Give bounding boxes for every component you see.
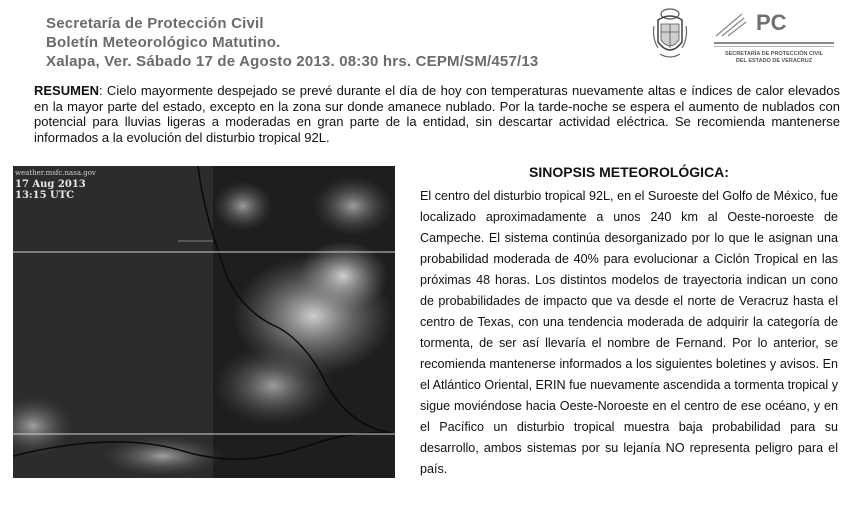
proteccion-civil-logo xyxy=(712,6,836,68)
satellite-source: weather.msfc.nasa.gov xyxy=(15,169,96,177)
satellite-image xyxy=(13,166,395,478)
veracruz-crest-icon xyxy=(650,6,690,62)
satellite-time: 13:15 UTC xyxy=(15,190,75,201)
satellite-caption xyxy=(13,166,96,201)
resumen-label: RESUMEN xyxy=(34,83,100,98)
pc-org-name: SECRETARÍA DE PROTECCIÓN CIVIL DEL ESTADO DE VERACRUZ xyxy=(724,51,824,64)
satellite-date: 17 Aug 2013 xyxy=(15,179,86,190)
bulletin-title: Boletín Meteorológico Matutino. xyxy=(46,34,281,51)
resumen-paragraph xyxy=(34,83,840,145)
pc-logo-text: PC xyxy=(756,10,787,35)
pc-emblem-icon xyxy=(712,6,762,40)
agency-name: Secretaría de Protección Civil xyxy=(46,15,264,32)
sinopsis-paragraph: El centro del disturbio tropical 92L, en el Suroeste del Golfo de México, fue localizado aproximadamente a unos 240 km al Oeste-noroeste de Campeche. El sistema continúa desorganizado por lo que le asignan una probabilidad moderada de 40% para evolucionar a Ciclón Tropical en las próximas 48 horas. Los distintos modelos de trayectoria indican un cono de probabilidades de impacto que va desde el norte de Veracruz hasta el centro de Texas, con una tendencia moderada de adquirir la categoría de tormenta, de ser así llevaría el nombre de Fernand. Por lo anterior, se recomienda mantenerse informados a los siguientes boletines y avisos. En el Atlántico Oriental, ERIN fue nuevamente ascendida a tormenta tropical y sigue moviéndose hacia Oeste-Noroeste en el centro de ese océano, y en el Pacífico un disturbio tropical muestra baja probabilidad para su desarrollo, ambos sistemas por su lejanía NO representa peligro para el país. xyxy=(420,189,838,476)
bulletin-dateline: Xalapa, Ver. Sábado 17 de Agosto 2013. 08:30 hrs. CEPM/SM/457/13 xyxy=(46,53,539,70)
sinopsis-heading: SINOPSIS METEOROLÓGICA: xyxy=(529,164,729,180)
resumen-text: : Cielo mayormente despejado se prevé durante el día de hoy con temperaturas nuevamente altas e índices de calor elevados en la mayor parte del estado, excepto en la zona sur donde amanece nublado. Por la tarde-noche se espera el aumento de nublados con potencial para lluvias ligeras a moderadas en gran parte de la entidad, sin descartar actividad eléctrica. Se recomienda mantenerse informados a la evolución del disturbio tropical 92L. xyxy=(34,83,840,145)
bulletin-header xyxy=(46,14,538,71)
